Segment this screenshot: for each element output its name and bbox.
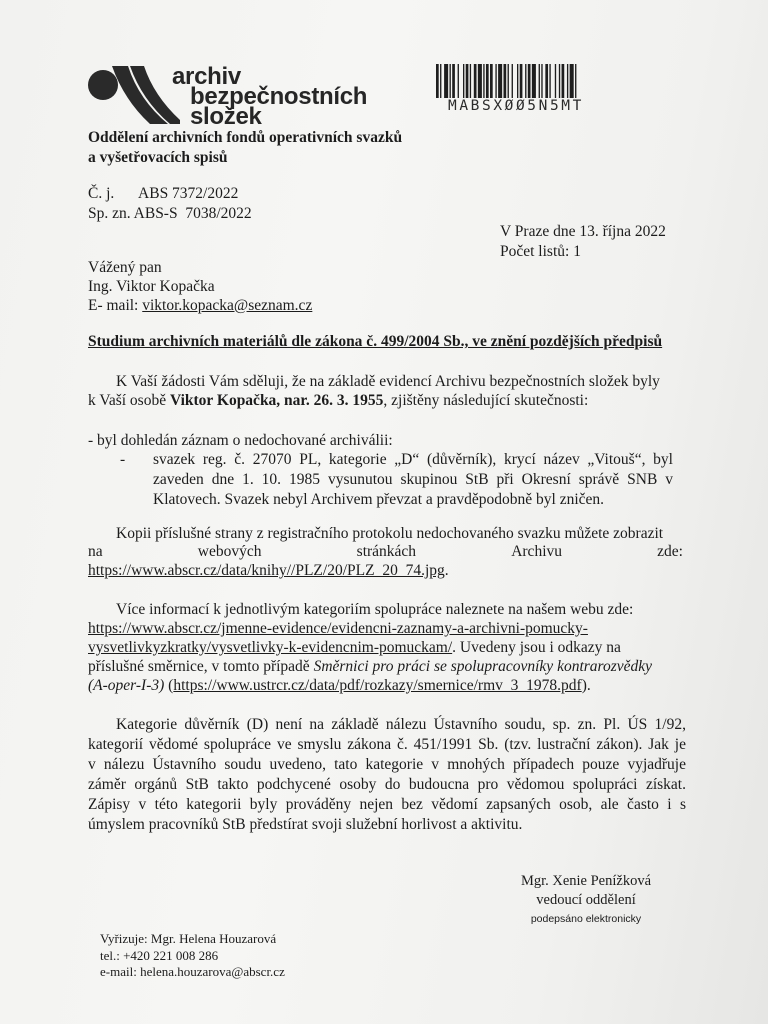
p3-links-note: . Uvedeny jsou i odkazy na — [452, 639, 621, 656]
barcode-bar — [498, 64, 502, 98]
p1-person: Viktor Kopačka, nar. 26. 3. 1955 — [169, 392, 384, 409]
barcode-bar — [555, 64, 556, 98]
p4-line-6: úmyslem pracovníků StB předstírat svoji služební horlivost a aktivitu. — [88, 816, 523, 833]
contact-block — [100, 931, 285, 981]
barcode-bar — [549, 64, 550, 98]
barcode-bar — [452, 64, 455, 98]
handled-by: Vyřizuje: Mgr. Helena Houzarová — [100, 931, 277, 946]
barcode-bar — [463, 64, 464, 98]
list-intro: - byl dohledán záznam o nedochované archiválii: — [88, 432, 393, 449]
list-item-dash: - — [120, 451, 126, 468]
spzn-label: Sp. zn. — [88, 205, 131, 222]
barcode-bar — [495, 64, 496, 98]
body-p3-line-4 — [88, 657, 652, 677]
barcode-bar — [512, 64, 513, 98]
cj-value: ABS 7372/2022 — [138, 185, 239, 202]
p4-line-1: Kategorie důvěrník (D) není na základě nálezu Ústavního soudu, sp. zn. Pl. ÚS 1/92, — [116, 716, 686, 733]
barcode-bar — [575, 64, 576, 98]
reference-spzn — [88, 204, 252, 224]
barcode-bar — [562, 64, 565, 98]
barcode-bar — [520, 64, 523, 98]
p2-end: . — [444, 562, 449, 579]
signature-block — [496, 872, 676, 929]
list-item-line-1: svazek reg. č. 27070 PL, kategorie „D“ (důvěrník), krycí název „Vitouš“, byl — [153, 451, 673, 468]
barcode-bar — [570, 64, 574, 98]
barcode-text: MABSXØØ5N5MT — [448, 98, 584, 114]
salutation: Vážený pan — [88, 259, 162, 276]
sheet-count: Počet listů: 1 — [500, 243, 581, 260]
barcode-bar — [504, 64, 507, 98]
body-p3-line-3 — [88, 638, 621, 658]
p2-word-5: zde: — [657, 543, 683, 560]
list-item-line-3: Klatovech. Svazek nebyl Archivem převzat a pravděpodobně byl zničen. — [153, 491, 605, 508]
barcode-bar — [490, 64, 493, 98]
barcode-bar — [483, 64, 484, 98]
barcode-bar — [478, 64, 482, 98]
barcode-bar — [517, 64, 518, 98]
contact-phone: tel.: +420 221 008 286 — [100, 947, 219, 963]
p3-paren-close: ). — [581, 677, 591, 694]
barcode-bar — [559, 64, 560, 98]
p4-line-4: záměr orgánů StB takto podchycené osoby do budoucna pro vědomou spolupráci získat. — [88, 776, 686, 793]
spzn-value: ABS-S 7038/2022 — [133, 205, 252, 222]
categories-link-part-1[interactable]: https://www.abscr.cz/jmenne-evidence/evidencni-zaznamy-a-archivni-pomucky- — [88, 620, 588, 637]
recipient-email-line — [88, 296, 312, 315]
directive-pdf-link[interactable]: https://www.ustrcr.cz/data/pdf/rozkazy/smernice/rmv_3_1978.pdf — [173, 677, 582, 694]
barcode-bar — [444, 64, 448, 98]
barcode-bar — [470, 64, 471, 98]
reference-cj — [88, 184, 238, 204]
body-p4 — [88, 715, 686, 835]
barcode-bar — [436, 64, 439, 98]
letter-subject: Studium archivních materiálů dle zákona č. 499/2004 Sb., ve znění pozdějších předpisů — [88, 333, 663, 350]
barcode-bar — [466, 64, 469, 98]
barcode-bar — [474, 64, 477, 98]
logo-line-2: bezpečnostních — [190, 83, 368, 110]
barcode-bar — [450, 64, 451, 98]
barcode-bar — [541, 64, 542, 98]
body-p2-line-3 — [88, 561, 449, 581]
p4-line-3: v nálezu Ústavního soudu uvedeno, tato kategorie v mnohých případech pouze vyjadřuje — [88, 756, 686, 773]
barcode-bar — [440, 64, 441, 98]
p1-suffix: , zjištěny následující skutečnosti: — [383, 392, 589, 409]
list-item-line-2: zaveden dne 1. 10. 1985 vysunutou skupinou StB při Okresní správě SNB v — [153, 471, 673, 488]
letter-date: V Praze dne 13. října 2022 — [500, 223, 666, 240]
signatory-role: vedoucí oddělení — [536, 892, 636, 908]
p2-word-2: webových — [197, 543, 262, 560]
barcode-bar — [528, 64, 531, 98]
department-line-2: a vyšetřovacích spisů — [88, 149, 228, 166]
p3-paren-open: ( — [164, 677, 174, 694]
body-p2-line-1: Kopii příslušné strany z registračního protokolu nedochovaného svazku můžete zobrazit — [116, 525, 664, 542]
barcode-bar — [532, 64, 536, 98]
registry-scan-link[interactable]: https://www.abscr.cz/data/knihy//PLZ/20/PLZ_20_74.jpg — [88, 562, 445, 579]
p3-directive-code: (A-oper-I-3) — [88, 677, 165, 694]
list-item — [153, 450, 673, 510]
p3-directive-prefix: příslušné směrnice, v tomto případě — [88, 658, 314, 675]
barcode-bar — [525, 64, 526, 98]
p2-word-4: Archivu — [511, 543, 562, 560]
date-block — [500, 222, 666, 262]
body-p3-line-2 — [88, 619, 588, 639]
department-line-1: Oddělení archivních fondů operativních svazků — [88, 129, 403, 146]
logo-line-3: složek — [190, 103, 262, 130]
barcode-bar — [545, 64, 548, 98]
barcode-bar — [486, 64, 489, 98]
logo-line-1: archiv — [172, 63, 241, 90]
recipient-name: Ing. Viktor Kopačka — [88, 278, 215, 295]
p2-word-1: na — [88, 543, 103, 560]
body-p2-line-2 — [88, 542, 683, 562]
department-name — [88, 128, 402, 168]
barcode-bars — [436, 64, 626, 98]
categories-link-part-2[interactable]: vysvetlivkyzkratky/vysvetlivky-k-evidencnim-pomuckam/ — [88, 639, 453, 656]
barcode-bar — [539, 64, 540, 98]
recipient-block — [88, 258, 312, 315]
barcode-bar — [567, 64, 568, 98]
p4-line-5: Zápisy v této kategorii byly prováděny nejen bez vědomí zapsaných osob, ale často i s — [88, 796, 686, 813]
abs-logo — [84, 60, 374, 130]
body-p3-line-1: Více informací k jednotlivým kategoriím spolupráce naleznete na našem webu zde: — [116, 601, 634, 618]
email-label: E- mail: — [88, 297, 143, 314]
body-p1-line-2 — [88, 391, 588, 411]
signatory-name: Mgr. Xenie Penížková — [520, 873, 652, 889]
barcode-bar — [458, 64, 459, 98]
p1-prefix: k Vaší osobě — [88, 392, 170, 409]
body-p1-line-1: K Vaší žádosti Vám sděluji, že na základě evidencí Archivu bezpečnostních složek byly — [116, 373, 660, 390]
recipient-email-link[interactable]: viktor.kopacka@seznam.cz — [142, 297, 313, 314]
p4-line-2: kategorií vědomé spolupráce ve smyslu zákona č. 451/1991 Sb. (tzv. lustrační zákon). Jak je — [88, 736, 686, 753]
abs-logo-mark — [84, 60, 184, 130]
signature-note: podepsáno elektronicky — [530, 913, 642, 925]
barcode — [436, 64, 626, 98]
p2-word-3: stránkách — [356, 543, 417, 560]
cj-label: Č. j. — [88, 185, 115, 202]
body-p3-line-5 — [88, 676, 591, 696]
contact-email: e-mail: helena.houzarova@abscr.cz — [100, 964, 285, 979]
p3-directive-title: Směrnici pro práci se spolupracovníky kontrarozvědky — [313, 658, 653, 675]
barcode-bar — [508, 64, 509, 98]
